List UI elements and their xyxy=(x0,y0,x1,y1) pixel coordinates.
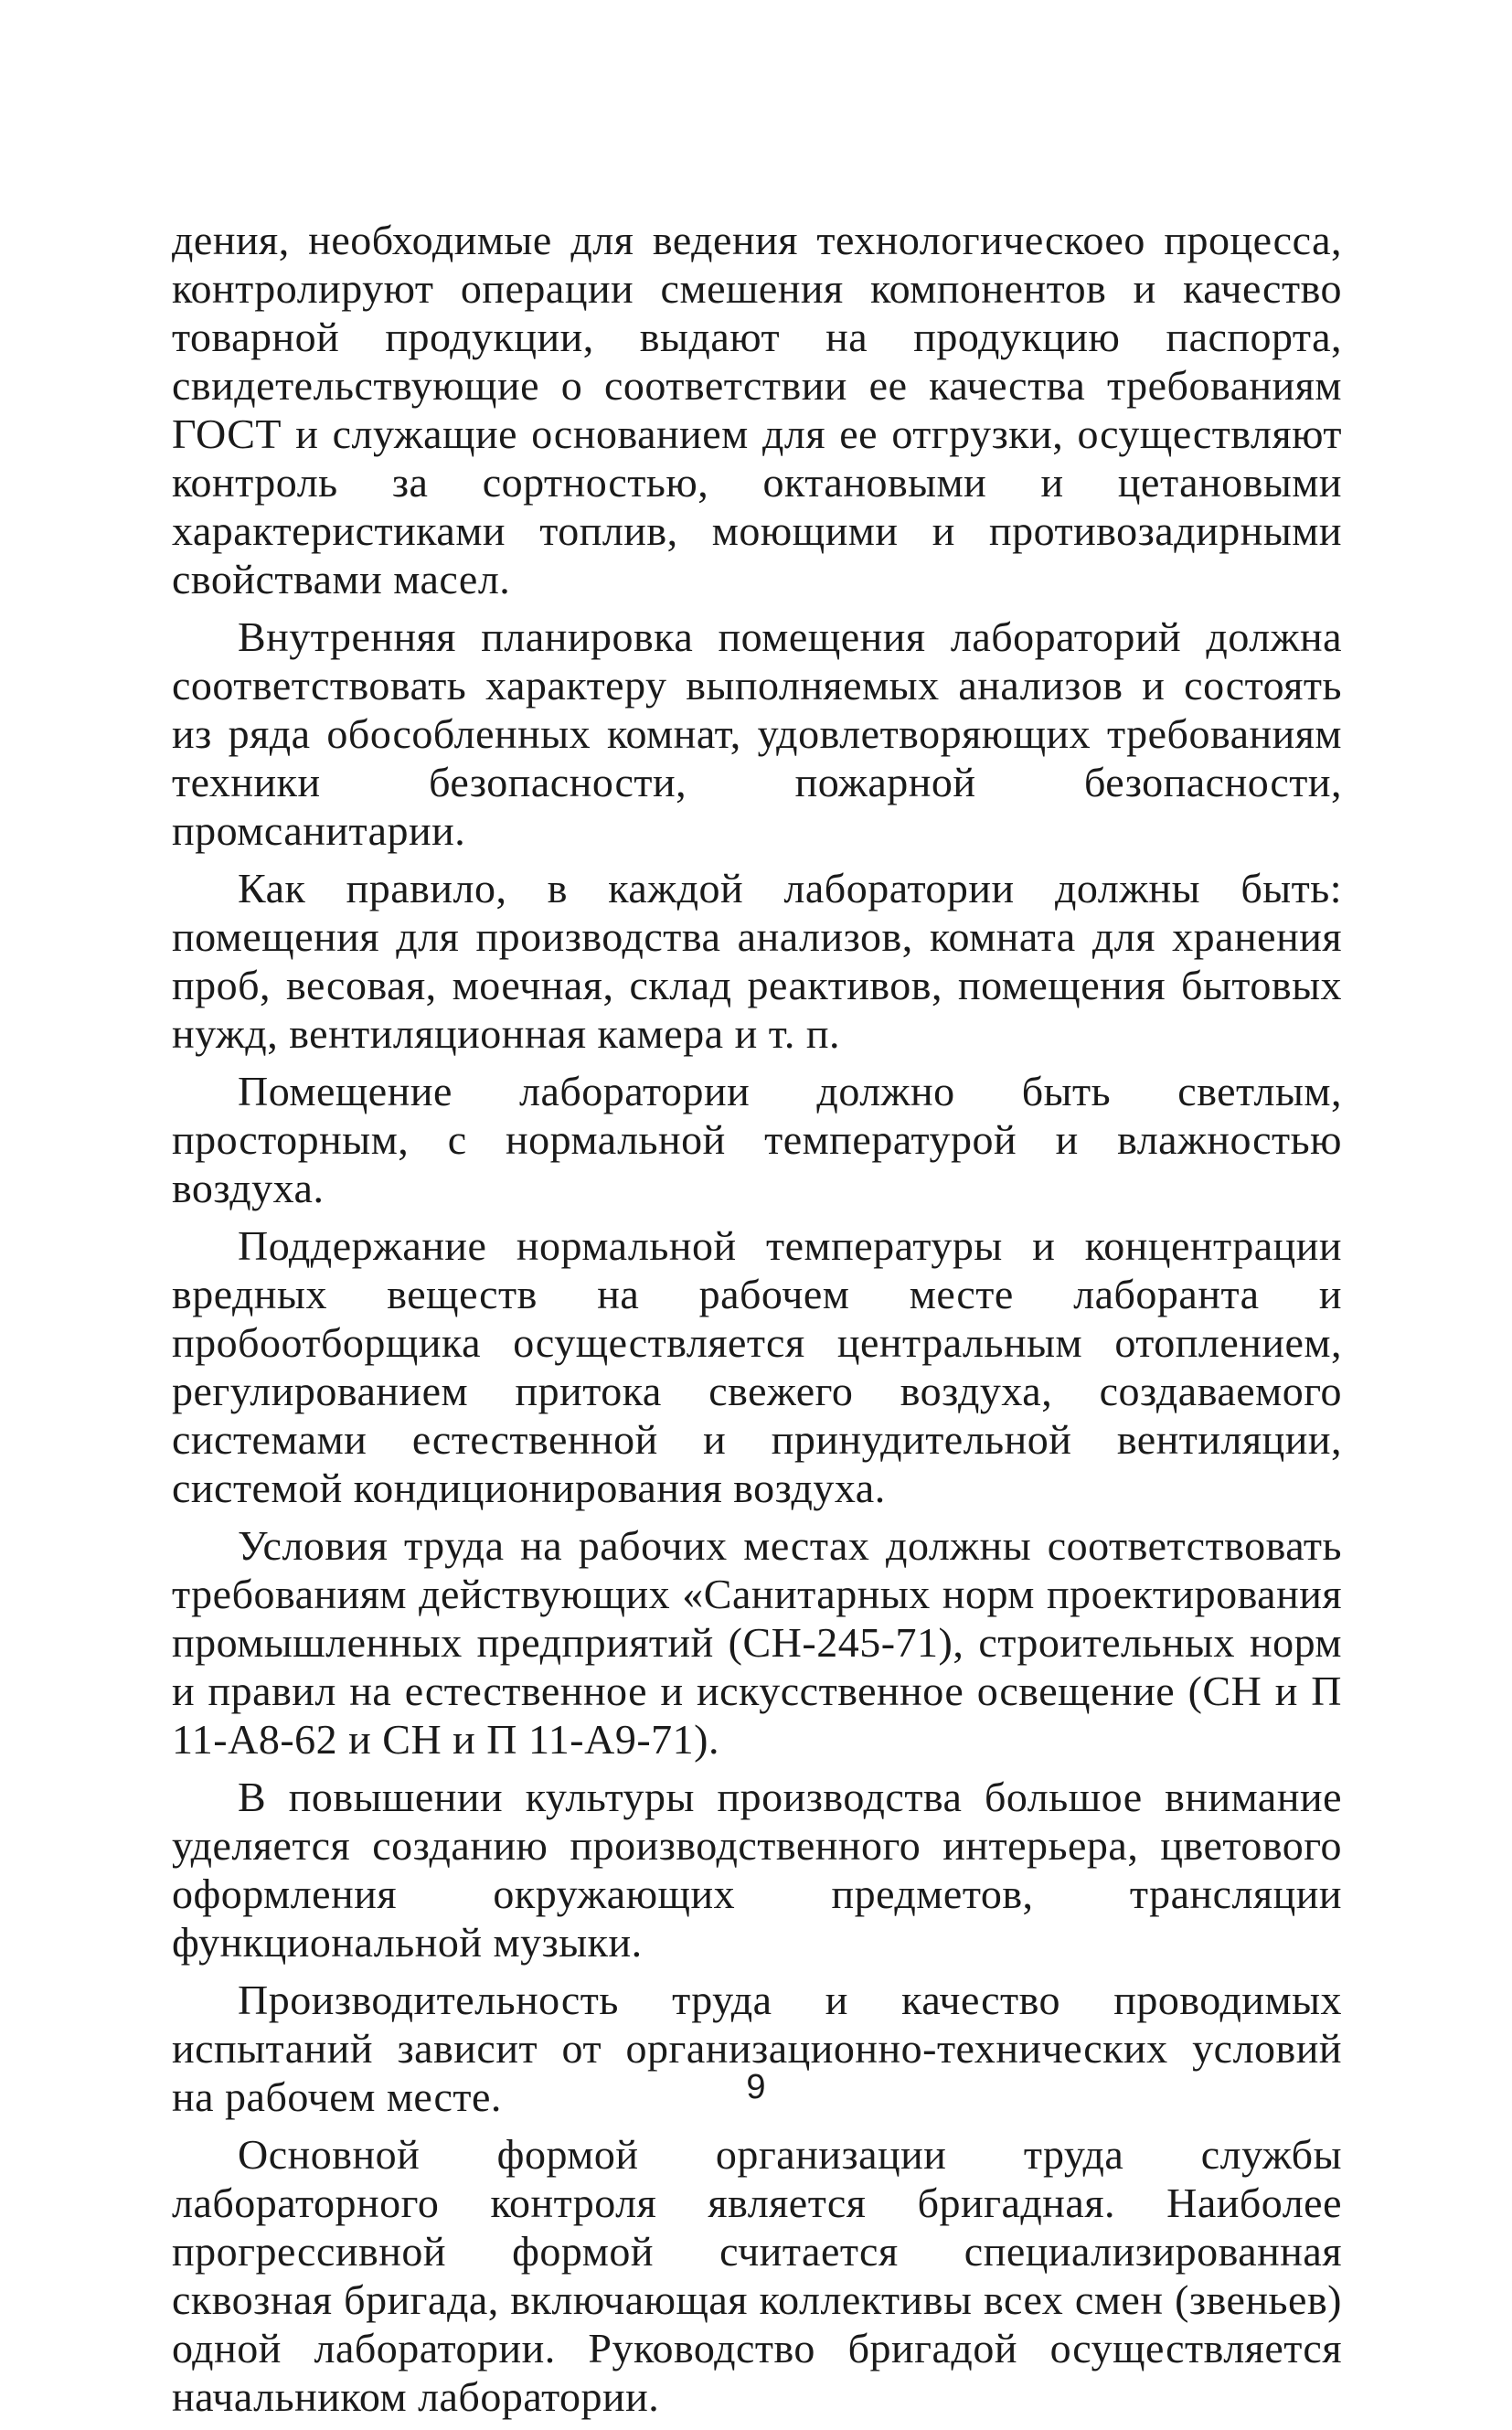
paragraph-continuation: дения, необходимые для ведения технологическоео процесса, контролируют операции смешения компонентов и качество товарной продукции, выдают на продукцию паспорта, свидетельствующие о соответствии ее качества требованиям ГОСТ и служащие основанием для ее отгрузки, осуществляют контроль за сортностью, октановыми и цетановыми характеристиками топлив, моющими и противозадирными свойствами масел. xyxy=(172,217,1342,602)
paragraph-lab-rooms: Как правило, в каждой лаборатории должны быть: помещения для производства анализов, комната для хранения проб, весовая, моечная, склад реактивов, помещения бытовых нужд, вентиляционная камера и т. п. xyxy=(172,865,1342,1057)
paragraph-temperature: Поддержание нормальной температуры и концентрации вредных веществ на рабочем месте лаборанта и пробоотборщика осуществляется центральным отоплением, регулированием притока свежего воздуха, создаваемого системами естественной и принудительной вентиляции, системой кондиционирования воздуха. xyxy=(172,1222,1342,1511)
paragraph-lab-premises: Помещение лаборатории должно быть светлым, просторным, с нормальной температурой и влажностью воздуха. xyxy=(172,1068,1342,1211)
page-number: 9 xyxy=(746,2068,766,2106)
paragraph-lab-layout: Внутренняя планировка помещения лабораторий должна соответствовать характеру выполняемых анализов и состоять из ряда обособленных комнат, удовлетворяющих требованиям техники безопасности, пожарной безопасности, промсанитарии. xyxy=(172,613,1342,854)
paragraph-productivity: Производительность труда и качество проводимых испытаний зависит от организационно-технических условий на рабочем месте. xyxy=(172,1977,1342,2120)
paragraph-brigade: Основной формой организации труда службы лабораторного контроля является бригадная. Наиболее прогрессивной формой считается специализированная сквозная бригада, включающая коллективы всех смен (звеньев) одной лаборатории. Руководство бригадой осуществляется начальником лаборатории. xyxy=(172,2131,1342,2420)
paragraph-working-conditions: Условия труда на рабочих местах должны соответствовать требованиям действующих «Санитарных норм проектирования промышленных предприятий (СН-245-71), строительных норм и правил на естественное и искусственное освещение (СН и П 11-А8-62 и СН и П 11-А9-71). xyxy=(172,1522,1342,1763)
paragraph-production-culture: В повышении культуры производства большое внимание уделяется созданию производственного интерьера, цветового оформления окружающих предметов, трансляции функциональной музыки. xyxy=(172,1774,1342,1966)
